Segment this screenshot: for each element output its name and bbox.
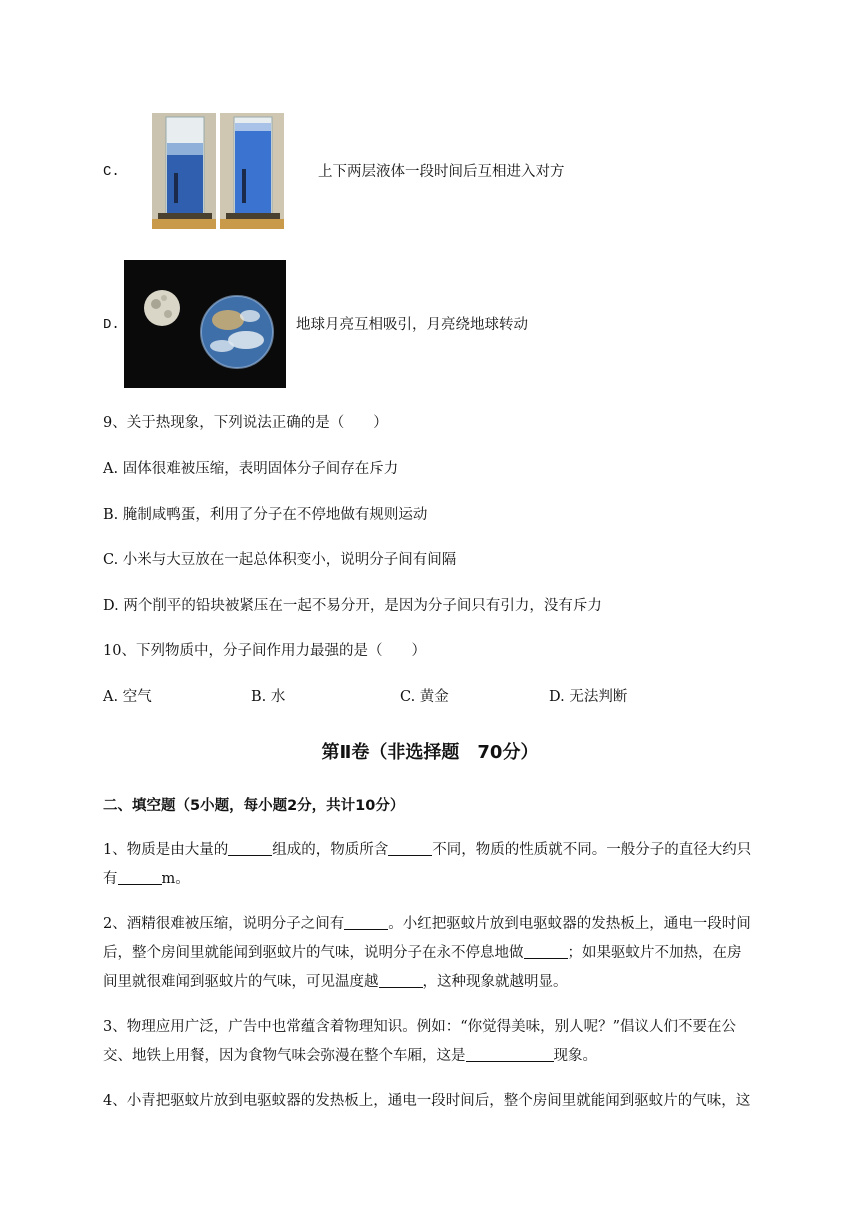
fill-q1-text-c: 不同，物质的性质就不同。一般分子的直径大约只	[432, 842, 752, 858]
answer-blank[interactable]	[379, 973, 423, 989]
answer-blank[interactable]	[466, 1047, 554, 1063]
answer-blank[interactable]	[344, 915, 388, 931]
fill-q2-line-2	[103, 939, 742, 968]
question-10-option-c: C. 黄金	[400, 689, 449, 705]
question-9-option-b: B. 腌制咸鸭蛋，利用了分子在不停地做有规则运动	[103, 507, 428, 523]
question-10-stem: 10、下列物质中，分子间作用力最强的是（ ）	[103, 643, 426, 659]
fill-q1-text-e: m。	[161, 871, 190, 887]
question-10-option-b: B. 水	[251, 689, 286, 705]
answer-blank[interactable]	[228, 841, 272, 857]
fill-q1-line-1	[103, 836, 751, 865]
option-d-text: 地球月亮互相吸引，月亮绕地球转动	[296, 317, 528, 333]
fill-q2-text-e: 间里就很难闻到驱蚊片的气味，可见温度越	[103, 974, 379, 990]
option-c-label: C.	[103, 164, 120, 180]
fill-q3-line-1: 3、物理应用广泛，广告中也常蕴含着物理知识。例如：“你觉得美味，别人呢？”倡议人们不要在公	[103, 1019, 737, 1035]
option-c-text: 上下两层液体一段时间后互相进入对方	[318, 164, 565, 180]
question-10-option-d: D. 无法判断	[549, 689, 628, 705]
question-9-stem: 9、关于热现象，下列说法正确的是（ ）	[103, 415, 388, 431]
question-9-option-a: A. 固体很难被压缩，表明固体分子间存在斥力	[103, 461, 399, 477]
fill-q2-text-f: ，这种现象就越明显。	[422, 974, 568, 990]
part-2-title: 第Ⅱ卷（非选择题 70分）	[321, 742, 539, 763]
question-9-option-d: D. 两个削平的铅块被紧压在一起不易分开，是因为分子间只有引力，没有斥力	[103, 598, 602, 614]
diffusion-cylinders-image	[152, 113, 284, 229]
earth-moon-image	[124, 260, 286, 388]
fill-blank-section-heading: 二、填空题（5小题，每小题2分，共计10分）	[103, 798, 405, 814]
earth-moon-photo-svg	[124, 260, 286, 388]
fill-q2-line-1	[103, 910, 751, 939]
fill-q2-text-c: 后，整个房间里就能闻到驱蚊片的气味，说明分子在永不停息地做	[103, 945, 524, 961]
fill-q2-text-a: 2、酒精很难被压缩，说明分子之间有	[103, 916, 345, 932]
fill-q1-text-d: 有	[103, 871, 118, 887]
question-10-option-a: A. 空气	[103, 689, 152, 705]
fill-q1-line-2	[103, 865, 190, 894]
fill-q3-text-a: 交、地铁上用餐，因为食物气味会弥漫在整个车厢，这是	[103, 1048, 466, 1064]
fill-q2-text-b: 。小红把驱蚊片放到电驱蚊器的发热板上，通电一段时间	[388, 916, 751, 932]
fill-q3-text-b: 现象。	[553, 1048, 597, 1064]
question-9-option-c: C. 小米与大豆放在一起总体积变小，说明分子间有间隔	[103, 552, 457, 568]
diffusion-photo-svg	[152, 113, 284, 229]
option-d-label: D.	[103, 317, 120, 333]
fill-q1-text-a: 1、物质是由大量的	[103, 842, 229, 858]
answer-blank[interactable]	[524, 944, 568, 960]
fill-q3-line-2	[103, 1042, 597, 1071]
fill-q1-text-b: 组成的，物质所含	[272, 842, 389, 858]
fill-q2-text-d: ；如果驱蚊片不加热，在房	[567, 945, 742, 961]
answer-blank[interactable]	[118, 870, 162, 886]
fill-q2-line-3	[103, 968, 568, 997]
answer-blank[interactable]	[388, 841, 432, 857]
fill-q4-line-1: 4、小青把驱蚊片放到电驱蚊器的发热板上，通电一段时间后，整个房间里就能闻到驱蚊片的气味，这	[103, 1093, 751, 1109]
